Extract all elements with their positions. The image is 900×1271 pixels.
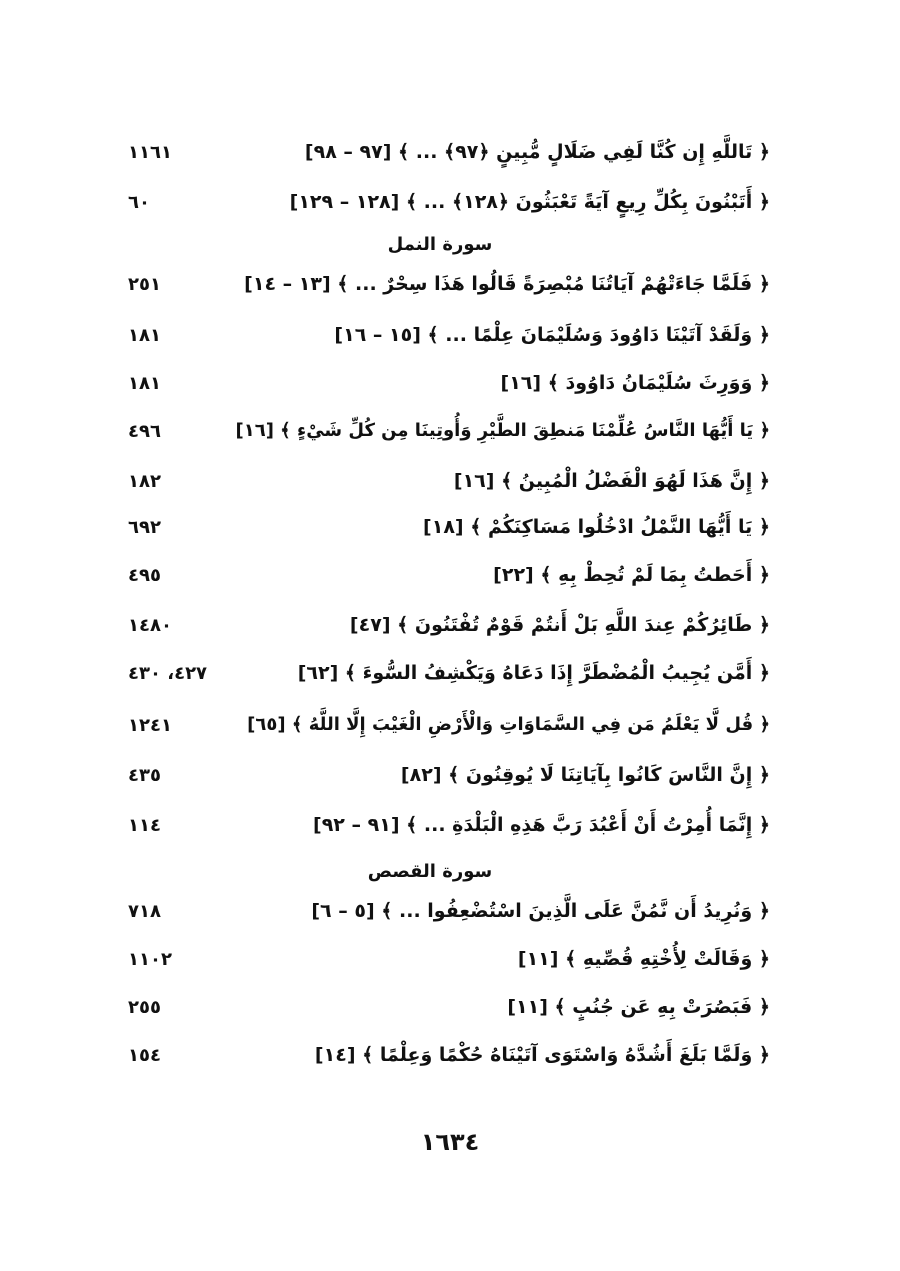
page-reference: ٢٥٥ <box>128 997 161 1018</box>
page-reference: ١٤٨٠ <box>128 615 172 636</box>
page-reference: ١٨١ <box>128 373 161 394</box>
verse-text: ﴿ يَا أَيُّهَا النَّمْلُ ادْخُلُوا مَسَاكِنَكُمْ ﴾ [١٨] <box>423 516 770 538</box>
page-number: ١٦٣٤ <box>420 1128 480 1156</box>
page-reference: ١٢٤١ <box>128 715 172 736</box>
verse-text: ﴿ أَحَطتُ بِمَا لَمْ تُحِطْ بِهِ ﴾ [٢٢] <box>493 564 770 586</box>
index-entry <box>120 706 770 746</box>
page-reference: ١٨٢ <box>128 471 161 492</box>
index-entry <box>120 265 770 305</box>
verse-text: ﴿ فَبَصُرَتْ بِهِ عَن جُنُبٍ ﴾ [١١] <box>507 996 770 1018</box>
index-entry <box>120 364 770 404</box>
index-entry <box>120 756 770 796</box>
verse-text: ﴿ إِنَّ هَذَا لَهُوَ الْفَضْلُ الْمُبِينُ ﴾ [١٦] <box>453 470 770 492</box>
index-entry <box>120 508 770 548</box>
index-entry <box>120 606 770 646</box>
verse-text: ﴿ وَلَقَدْ آتَيْنَا دَاوُودَ وَسُلَيْمَانَ عِلْمًا ... ﴾ [١٥ – ١٦] <box>334 324 770 346</box>
verse-text: ﴿ أَمَّن يُجِيبُ الْمُضْطَرَّ إِذَا دَعَاهُ وَيَكْشِفُ السُّوءَ ﴾ [٦٢] <box>297 662 770 684</box>
page-reference: ٤٩٦ <box>128 421 161 442</box>
verse-text: ﴿ قُل لَّا يَعْلَمُ مَن فِي السَّمَاوَاتِ وَالْأَرْضِ الْغَيْبَ إِلَّا اللَّهُ ﴾ [٦٥] <box>247 714 770 735</box>
surah-heading-qasas: سورة القصص <box>367 861 493 882</box>
verse-text: ﴿ أَتَبْنُونَ بِكُلِّ رِيعٍ آيَةً تَعْبَثُونَ ﴿١٢٨﴾ ... ﴾ [١٢٨ – ١٢٩] <box>289 191 770 213</box>
page-reference: ٢٥١ <box>128 274 161 295</box>
page-reference: ٤٢٧، ٤٣٠ <box>128 663 208 684</box>
index-entry <box>120 462 770 502</box>
index-entry <box>120 806 770 846</box>
index-entry <box>120 133 770 173</box>
verse-text: ﴿ وَقَالَتْ لِأُخْتِهِ قُصِّيهِ ﴾ [١١] <box>517 948 770 970</box>
verse-text: ﴿ إِنَّمَا أُمِرْتُ أَنْ أَعْبُدَ رَبَّ هَذِهِ الْبَلْدَةِ ... ﴾ [٩١ – ٩٢] <box>313 814 770 836</box>
page-reference: ١٨١ <box>128 325 161 346</box>
index-entry <box>120 1036 770 1076</box>
surah-heading-naml: سورة النمل <box>387 234 493 255</box>
verse-text: ﴿ وَنُرِيدُ أَن نَّمُنَّ عَلَى الَّذِينَ اسْتُضْعِفُوا ... ﴾ [٥ – ٦] <box>311 900 770 922</box>
page-reference: ١١٤ <box>128 815 161 836</box>
page-reference: ٧١٨ <box>128 901 161 922</box>
index-entry <box>120 412 770 452</box>
verse-text: ﴿ وَلَمَّا بَلَغَ أَشُدَّهُ وَاسْتَوَى آتَيْنَاهُ حُكْمًا وَعِلْمًا ﴾ [١٤] <box>314 1044 770 1066</box>
verse-text: ﴿ وَوَرِثَ سُلَيْمَانُ دَاوُودَ ﴾ [١٦] <box>500 372 770 394</box>
page-reference: ٤٩٥ <box>128 565 161 586</box>
page-reference: ٦٠ <box>128 192 150 213</box>
page-reference: ١٥٤ <box>128 1045 161 1066</box>
index-entry <box>120 556 770 596</box>
index-entry <box>120 892 770 932</box>
index-entry <box>120 183 770 223</box>
verse-text: ﴿ طَائِرُكُمْ عِندَ اللَّهِ بَلْ أَنتُمْ قَوْمٌ تُفْتَنُونَ ﴾ [٤٧] <box>349 614 770 636</box>
page-reference: ٤٣٥ <box>128 765 161 786</box>
page-reference: ١١٦١ <box>128 142 172 163</box>
verse-text: ﴿ فَلَمَّا جَاءَتْهُمْ آيَاتُنَا مُبْصِرَةً قَالُوا هَذَا سِحْرٌ ... ﴾ [١٣ – ١٤] <box>244 273 770 295</box>
page-reference: ٦٩٢ <box>128 517 161 538</box>
index-entry <box>120 988 770 1028</box>
verse-text: ﴿ يَا أَيُّهَا النَّاسُ عُلِّمْنَا مَنطِقَ الطَّيْرِ وَأُوتِينَا مِن كُلِّ شَيْءٍ ﴾ [١٦] <box>235 420 770 441</box>
index-entry <box>120 316 770 356</box>
verse-text: ﴿ تَاللَّهِ إِن كُنَّا لَفِي ضَلَالٍ مُّبِينٍ ﴿٩٧﴾ ... ﴾ [٩٧ – ٩٨] <box>304 141 770 163</box>
index-entry <box>120 654 770 694</box>
page-reference: ١١٠٢ <box>128 949 172 970</box>
index-entry <box>120 940 770 980</box>
verse-text: ﴿ إِنَّ النَّاسَ كَانُوا بِآيَاتِنَا لَا يُوقِنُونَ ﴾ [٨٢] <box>400 764 770 786</box>
